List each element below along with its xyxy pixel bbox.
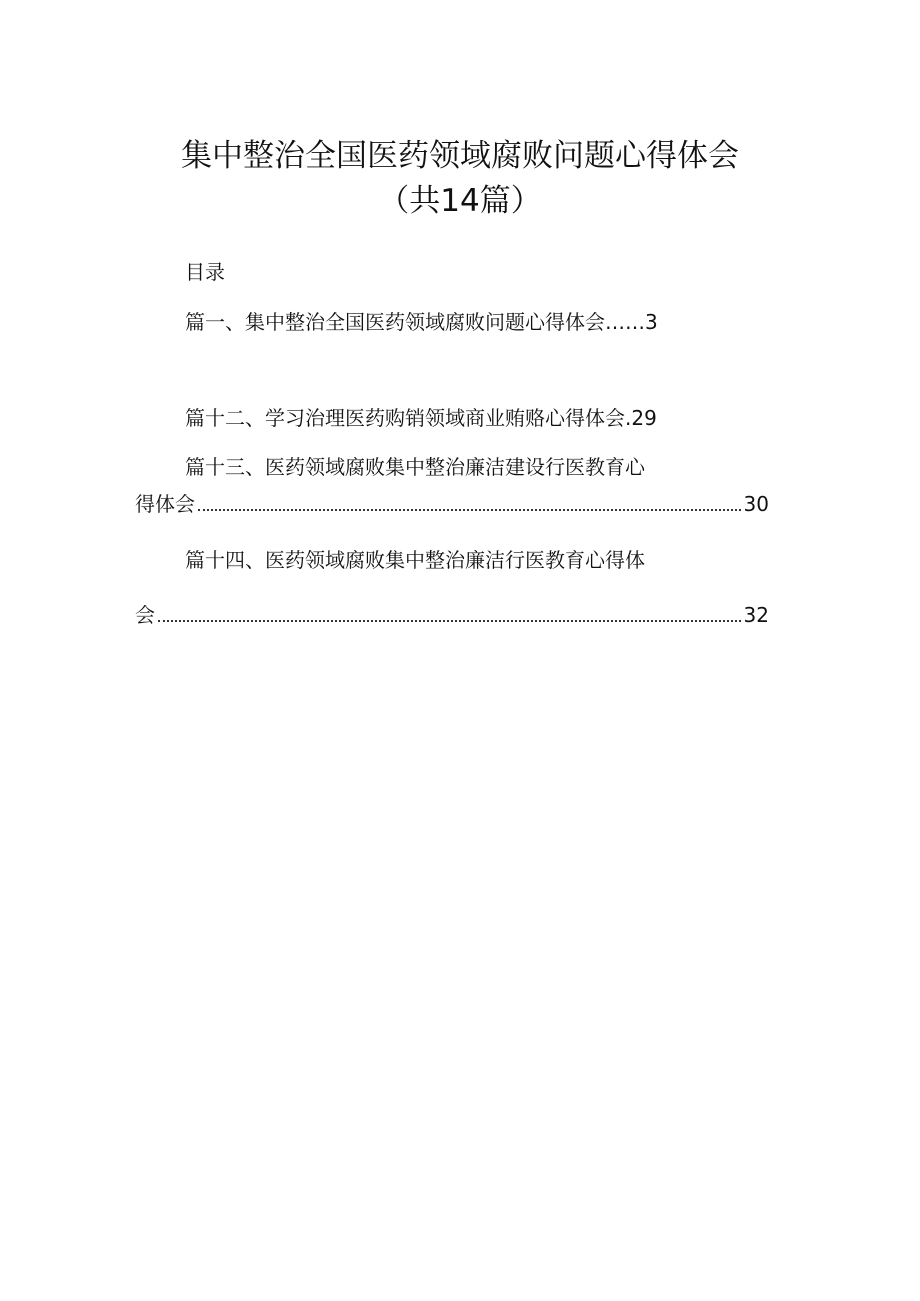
toc-entry-continuation[interactable]	[135, 601, 769, 629]
toc-entry[interactable]: 篇一、集中整治全国医药领域腐败问题心得体会……3	[185, 310, 658, 334]
document-title: 集中整治全国医药领域腐败问题心得体会	[181, 138, 739, 174]
toc-entry[interactable]: 篇十四、医药领域腐败集中整治廉洁行医教育心得体	[185, 548, 645, 572]
toc-entry[interactable]: 篇十二、学习治理医药购销领域商业贿赂心得体会.29	[185, 406, 657, 430]
document-subtitle: （共14篇）	[378, 183, 542, 219]
toc-heading: 目录	[185, 260, 225, 284]
toc-dot-leader	[158, 619, 741, 622]
toc-entry-continuation[interactable]	[135, 490, 769, 518]
toc-entry[interactable]: 篇十三、医药领域腐败集中整治廉洁建设行医教育心	[185, 455, 645, 479]
toc-page-number: 32	[743, 603, 769, 627]
toc-dot-leader	[198, 508, 741, 511]
toc-entry-continuation-text: 会	[135, 603, 155, 627]
toc-entry-continuation-text: 得体会	[135, 492, 195, 516]
toc-page-number: 30	[743, 492, 769, 516]
